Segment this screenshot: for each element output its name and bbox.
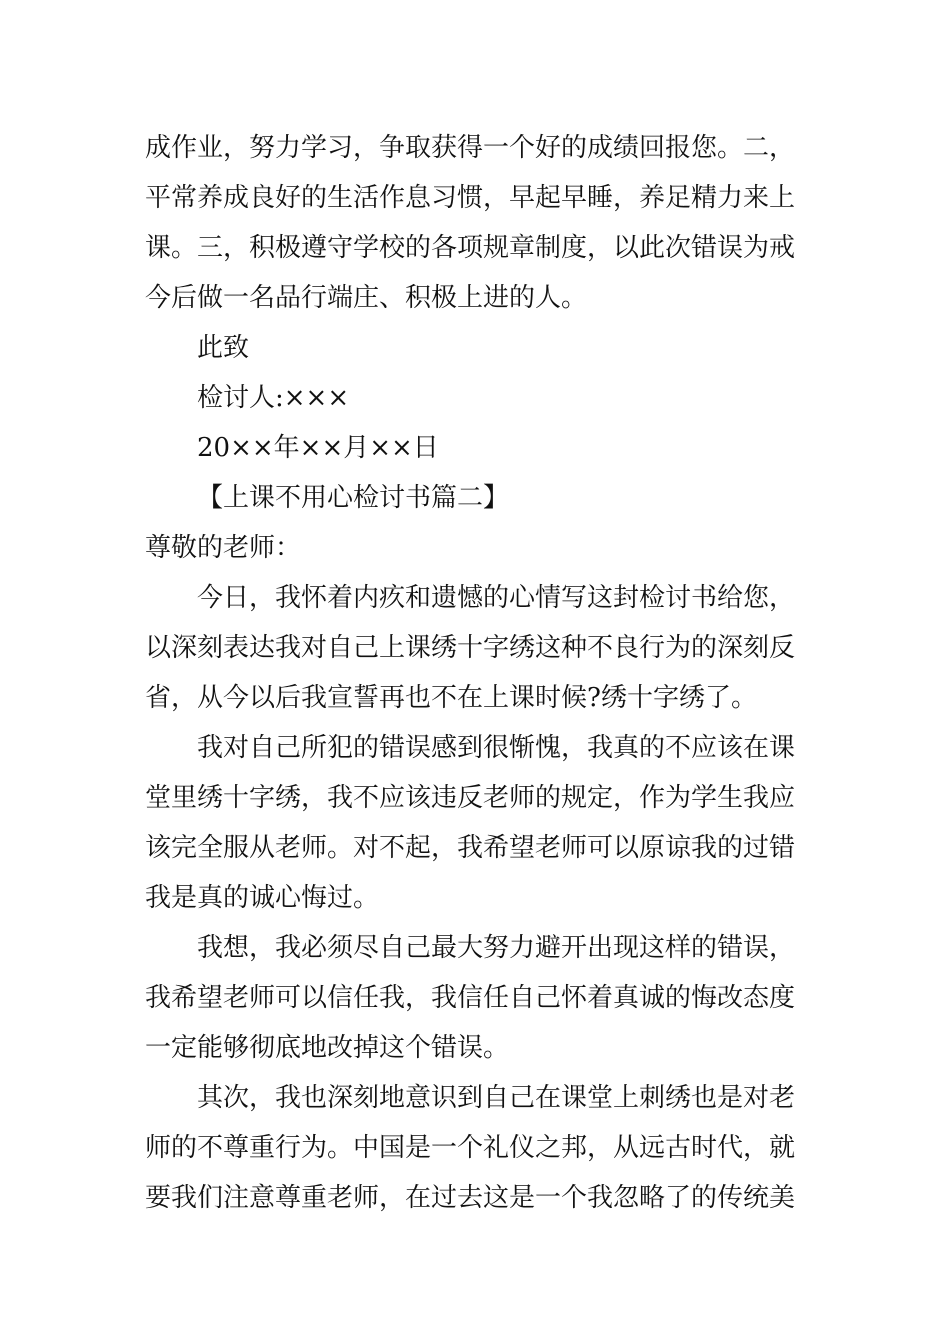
text-line: 省，从今以后我宣誓再也不在上课时候?绣十字绣了。 [145, 683, 757, 713]
greeting-line: 尊敬的老师： [145, 533, 302, 563]
text-line: 平常养成良好的生活作息习惯，早起早睡，养足精力来上 [145, 183, 796, 213]
text-line: 师的不尊重行为。中国是一个礼仪之邦，从远古时代，就 [145, 1133, 796, 1163]
text-line: 我对自己所犯的错误感到很惭愧，我真的不应该在课 [197, 733, 796, 763]
text-line: 今后做一名品行端庄、积极上进的人。 [145, 283, 588, 313]
text-line: 要我们注意尊重老师，在过去这是一个我忽略了的传统美 [145, 1183, 796, 1213]
text-line: 成作业，努力学习，争取获得一个好的成绩回报您。二， [145, 133, 796, 163]
text-line: 其次，我也深刻地意识到自己在课堂上刺绣也是对老 [197, 1083, 796, 1113]
text-line: 该完全服从老师。对不起，我希望老师可以原谅我的过错 [145, 833, 796, 863]
text-line: 我想，我必须尽自己最大努力避开出现这样的错误， [197, 933, 796, 963]
text-line: 我是真的诚心悔过。 [145, 883, 380, 913]
text-line: 堂里绣十字绣，我不应该违反老师的规定，作为学生我应 [145, 783, 796, 813]
text-line: 今日，我怀着内疚和遗憾的心情写这封检讨书给您， [197, 583, 796, 613]
section-heading: 【上课不用心检讨书篇二】 [197, 483, 510, 513]
text-line: 我希望老师可以信任我，我信任自己怀着真诚的悔改态度 [145, 983, 796, 1013]
signature-line: 检讨人:××× [197, 383, 350, 413]
text-line: 课。三，积极遵守学校的各项规章制度，以此次错误为戒 [145, 233, 796, 263]
date-line: 20××年××月××日 [197, 433, 439, 463]
closing-salutation: 此致 [197, 333, 250, 363]
text-line: 一定能够彻底地改掉这个错误。 [145, 1033, 510, 1063]
text-line: 以深刻表达我对自己上课绣十字绣这种不良行为的深刻反 [145, 633, 796, 663]
